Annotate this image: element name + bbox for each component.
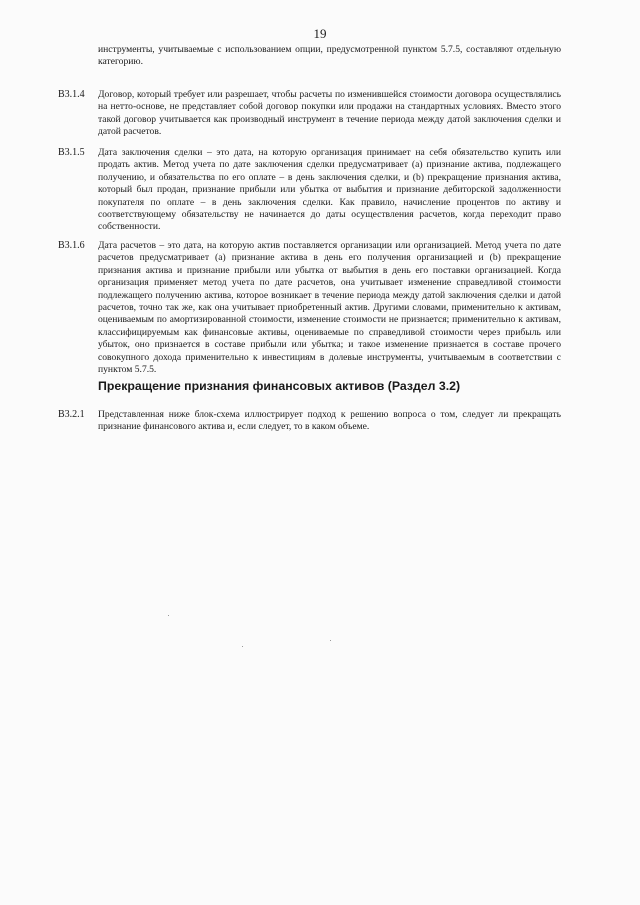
scan-speck (168, 615, 169, 616)
page-number: 19 (313, 26, 327, 41)
section-heading: Прекращение признания финансовых активов (Раздел 3.2) (98, 379, 461, 393)
paragraph-id-b3-2-1: B3.2.1 (58, 409, 85, 420)
paragraph-id-b3-1-4: B3.1.4 (58, 89, 85, 100)
paragraph-b3-1-6: Дата расчетов – это дата, на которую актив поставляется организации или организацией. Метод учета по дате расчетов предусматривает (а) признание актива в день его получения организацией и (b) прекращение признания актива и признание прибыли или убытка от выбытия в день его поставки организацией. Когда организация применяет метод учета по дате расчетов, она учитывает изменение справедливой стоимости подлежащего получению актива, которое возникает в течение периода между датой заключения сделки и датой расчетов, точно так же, как она учитывает приобретенный актив. Другими словами, применительно к активам, оцениваемым по амортизированной стоимости, изменение стоимости не признается; применительно к активам, классифицируемым как финансовые активы, оцениваемые по справедливой стоимости через прибыль или убыток, оно признается в составе прибыли или убытка; и такое изменение признается в составе прочего совокупного дохода применительно к инвестициям в долевые инструменты, учитываемым в соответствии с пунктом 5.7.5. (98, 240, 561, 376)
scan-speck (242, 646, 243, 647)
scan-speck (330, 640, 331, 641)
intro-text: инструменты, учитываемые с использованием опции, предусмотренной пунктом 5.7.5, составляют отдельную категорию. (98, 44, 561, 68)
paragraph-b3-1-5: Дата заключения сделки – это дата, на которую организация принимает на себя обязательство купить или продать актив. Метод учета по дате заключения сделки предусматривает (а) признание актива, подлежащего получению, и обязательства по его оплате – в день заключения сделки, и (b) прекращение признания актива, который был продан, признание прибыли или убытка от выбытия и признание дебиторской задолженности покупателя по оплате – в день заключения сделки. Как правило, начисление процентов по активу и соответствующему обязательству не начинается до даты осуществления расчетов, когда переходит право собственности. (98, 147, 561, 233)
paragraph-id-b3-1-6: B3.1.6 (58, 240, 85, 251)
paragraph-id-b3-1-5: B3.1.5 (58, 147, 85, 158)
paragraph-b3-2-1: Представленная ниже блок-схема иллюстрирует подход к решению вопроса о том, следует ли прекращать признание финансового актива и, если следует, то в каком объеме. (98, 409, 561, 433)
paragraph-b3-1-4: Договор, который требует или разрешает, чтобы расчеты по изменившейся стоимости договора осуществлялись на нетто-основе, не представляет собой договор покупки или продажи на стандартных условиях. Вместо этого такой договор учитывается как производный инструмент в течение периода между датой заключения сделки и датой расчетов. (98, 89, 561, 138)
